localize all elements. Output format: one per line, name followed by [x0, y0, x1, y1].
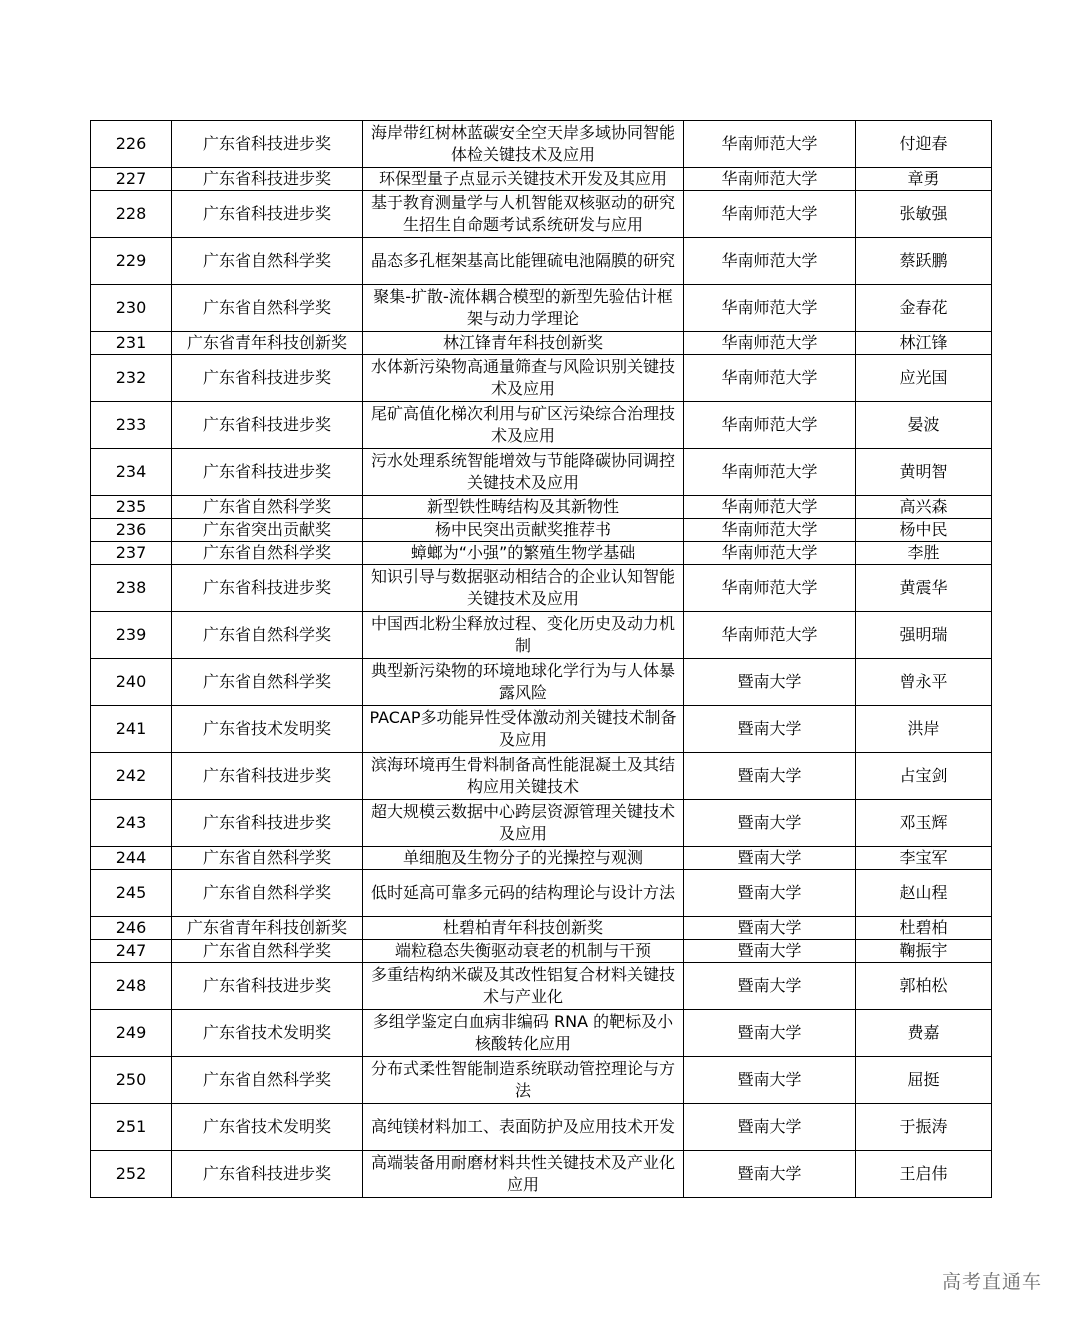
- project-name: 聚集-扩散-流体耦合模型的新型先验估计框架与动力学理论: [363, 285, 684, 332]
- award-type: 广东省突出贡献奖: [172, 519, 363, 542]
- unit-name: 暨南大学: [684, 753, 856, 800]
- row-number: 247: [91, 940, 172, 963]
- award-type: 广东省科技进步奖: [172, 355, 363, 402]
- project-name: 蟑螂为“小强”的繁殖生物学基础: [363, 542, 684, 565]
- row-number: 237: [91, 542, 172, 565]
- award-type: 广东省科技进步奖: [172, 402, 363, 449]
- table-row: [91, 1104, 992, 1151]
- project-name: 晶态多孔框架基高比能锂硫电池隔膜的研究: [363, 238, 684, 285]
- project-name: 水体新污染物高通量筛查与风险识别关键技术及应用: [363, 355, 684, 402]
- unit-name: 暨南大学: [684, 1057, 856, 1104]
- row-number: 238: [91, 565, 172, 612]
- project-name: 新型铁性畴结构及其新物性: [363, 496, 684, 519]
- table-row: [91, 332, 992, 355]
- table-row: [91, 355, 992, 402]
- row-number: 239: [91, 612, 172, 659]
- table-row: [91, 519, 992, 542]
- award-type: 广东省自然科学奖: [172, 847, 363, 870]
- person-name: 鞠振宇: [856, 940, 992, 963]
- row-number: 233: [91, 402, 172, 449]
- table-row: [91, 1151, 992, 1198]
- person-name: 李宝军: [856, 847, 992, 870]
- row-number: 226: [91, 121, 172, 168]
- project-name: 多重结构纳米碳及其改性铝复合材料关键技术与产业化: [363, 963, 684, 1010]
- watermark-text: 高考直通车: [942, 1271, 1043, 1293]
- table-row: [91, 1057, 992, 1104]
- project-name: 多组学鉴定白血病非编码 RNA 的靶标及小核酸转化应用: [363, 1010, 684, 1057]
- person-name: 金春花: [856, 285, 992, 332]
- person-name: 赵山程: [856, 870, 992, 917]
- project-name: 尾矿高值化梯次利用与矿区污染综合治理技术及应用: [363, 402, 684, 449]
- project-name: 典型新污染物的环境地球化学行为与人体暴露风险: [363, 659, 684, 706]
- unit-name: 华南师范大学: [684, 168, 856, 191]
- row-number: 249: [91, 1010, 172, 1057]
- project-name: 林江锋青年科技创新奖: [363, 332, 684, 355]
- row-number: 229: [91, 238, 172, 285]
- row-number: 230: [91, 285, 172, 332]
- person-name: 于振涛: [856, 1104, 992, 1151]
- project-name: 杨中民突出贡献奖推荐书: [363, 519, 684, 542]
- row-number: 236: [91, 519, 172, 542]
- award-type: 广东省科技进步奖: [172, 449, 363, 496]
- row-number: 231: [91, 332, 172, 355]
- unit-name: 暨南大学: [684, 963, 856, 1010]
- person-name: 黄震华: [856, 565, 992, 612]
- table-row: [91, 238, 992, 285]
- unit-name: 华南师范大学: [684, 238, 856, 285]
- table-row: [91, 847, 992, 870]
- row-number: 227: [91, 168, 172, 191]
- person-name: 李胜: [856, 542, 992, 565]
- award-type: 广东省青年科技创新奖: [172, 332, 363, 355]
- project-name: 海岸带红树林蓝碳安全空天岸多域协同智能体检关键技术及应用: [363, 121, 684, 168]
- award-type: 广东省科技进步奖: [172, 191, 363, 238]
- table-row: [91, 1010, 992, 1057]
- award-table: [90, 120, 992, 1198]
- project-name: 分布式柔性智能制造系统联动管控理论与方法: [363, 1057, 684, 1104]
- row-number: 240: [91, 659, 172, 706]
- table-row: [91, 870, 992, 917]
- row-number: 228: [91, 191, 172, 238]
- person-name: 邓玉辉: [856, 800, 992, 847]
- award-type: 广东省科技进步奖: [172, 565, 363, 612]
- project-name: 知识引导与数据驱动相结合的企业认知智能关键技术及应用: [363, 565, 684, 612]
- table-row: [91, 402, 992, 449]
- award-type: 广东省科技进步奖: [172, 121, 363, 168]
- row-number: 251: [91, 1104, 172, 1151]
- award-type: 广东省自然科学奖: [172, 612, 363, 659]
- table-row: [91, 121, 992, 168]
- table-row: [91, 168, 992, 191]
- unit-name: 暨南大学: [684, 1010, 856, 1057]
- award-type: 广东省自然科学奖: [172, 870, 363, 917]
- award-type: 广东省自然科学奖: [172, 659, 363, 706]
- row-number: 241: [91, 706, 172, 753]
- unit-name: 华南师范大学: [684, 449, 856, 496]
- person-name: 杨中民: [856, 519, 992, 542]
- table-row: [91, 285, 992, 332]
- project-name: 基于教育测量学与人机智能双核驱动的研究生招生自命题考试系统研发与应用: [363, 191, 684, 238]
- unit-name: 华南师范大学: [684, 402, 856, 449]
- project-name: 高纯镁材料加工、表面防护及应用技术开发: [363, 1104, 684, 1151]
- unit-name: 暨南大学: [684, 800, 856, 847]
- unit-name: 暨南大学: [684, 1151, 856, 1198]
- award-type: 广东省自然科学奖: [172, 238, 363, 285]
- person-name: 黄明智: [856, 449, 992, 496]
- unit-name: 华南师范大学: [684, 496, 856, 519]
- award-type: 广东省科技进步奖: [172, 800, 363, 847]
- person-name: 占宝剑: [856, 753, 992, 800]
- row-number: 232: [91, 355, 172, 402]
- table-row: [91, 963, 992, 1010]
- project-name: 中国西北粉尘释放过程、变化历史及动力机制: [363, 612, 684, 659]
- award-type: 广东省自然科学奖: [172, 285, 363, 332]
- person-name: 晏波: [856, 402, 992, 449]
- unit-name: 暨南大学: [684, 1104, 856, 1151]
- award-type: 广东省科技进步奖: [172, 168, 363, 191]
- project-name: 滨海环境再生骨料制备高性能混凝土及其结构应用关键技术: [363, 753, 684, 800]
- person-name: 洪岸: [856, 706, 992, 753]
- table-row: [91, 542, 992, 565]
- row-number: 248: [91, 963, 172, 1010]
- row-number: 245: [91, 870, 172, 917]
- unit-name: 华南师范大学: [684, 355, 856, 402]
- award-type: 广东省科技进步奖: [172, 753, 363, 800]
- table-row: [91, 191, 992, 238]
- row-number: 250: [91, 1057, 172, 1104]
- unit-name: 暨南大学: [684, 940, 856, 963]
- row-number: 244: [91, 847, 172, 870]
- unit-name: 华南师范大学: [684, 285, 856, 332]
- project-name: 超大规模云数据中心跨层资源管理关键技术及应用: [363, 800, 684, 847]
- unit-name: 暨南大学: [684, 847, 856, 870]
- award-type: 广东省技术发明奖: [172, 706, 363, 753]
- row-number: 235: [91, 496, 172, 519]
- project-name: PACAP多功能异性受体激动剂关键技术制备及应用: [363, 706, 684, 753]
- person-name: 蔡跃鹏: [856, 238, 992, 285]
- person-name: 郭柏松: [856, 963, 992, 1010]
- project-name: 低时延高可靠多元码的结构理论与设计方法: [363, 870, 684, 917]
- person-name: 章勇: [856, 168, 992, 191]
- award-type: 广东省科技进步奖: [172, 963, 363, 1010]
- table-row: [91, 940, 992, 963]
- project-name: 高端装备用耐磨材料共性关键技术及产业化应用: [363, 1151, 684, 1198]
- row-number: 246: [91, 917, 172, 940]
- person-name: 付迎春: [856, 121, 992, 168]
- person-name: 曾永平: [856, 659, 992, 706]
- unit-name: 暨南大学: [684, 917, 856, 940]
- row-number: 234: [91, 449, 172, 496]
- unit-name: 暨南大学: [684, 659, 856, 706]
- table-row: [91, 753, 992, 800]
- person-name: 应光国: [856, 355, 992, 402]
- unit-name: 华南师范大学: [684, 519, 856, 542]
- project-name: 污水处理系统智能增效与节能降碳协同调控关键技术及应用: [363, 449, 684, 496]
- project-name: 杜碧柏青年科技创新奖: [363, 917, 684, 940]
- unit-name: 华南师范大学: [684, 332, 856, 355]
- person-name: 费嘉: [856, 1010, 992, 1057]
- person-name: 王启伟: [856, 1151, 992, 1198]
- unit-name: 华南师范大学: [684, 121, 856, 168]
- table-row: [91, 612, 992, 659]
- unit-name: 华南师范大学: [684, 542, 856, 565]
- table-row: [91, 917, 992, 940]
- person-name: 张敏强: [856, 191, 992, 238]
- table-row: [91, 800, 992, 847]
- unit-name: 华南师范大学: [684, 191, 856, 238]
- row-number: 242: [91, 753, 172, 800]
- project-name: 端粒稳态失衡驱动衰老的机制与干预: [363, 940, 684, 963]
- award-type: 广东省青年科技创新奖: [172, 917, 363, 940]
- project-name: 单细胞及生物分子的光操控与观测: [363, 847, 684, 870]
- table-row: [91, 706, 992, 753]
- award-type: 广东省技术发明奖: [172, 1010, 363, 1057]
- table-row: [91, 565, 992, 612]
- row-number: 243: [91, 800, 172, 847]
- table-row: [91, 659, 992, 706]
- award-type: 广东省技术发明奖: [172, 1104, 363, 1151]
- person-name: 林江锋: [856, 332, 992, 355]
- award-type: 广东省自然科学奖: [172, 542, 363, 565]
- award-table-body: [91, 121, 992, 1198]
- unit-name: 暨南大学: [684, 870, 856, 917]
- award-type: 广东省自然科学奖: [172, 1057, 363, 1104]
- person-name: 高兴森: [856, 496, 992, 519]
- unit-name: 华南师范大学: [684, 612, 856, 659]
- unit-name: 暨南大学: [684, 706, 856, 753]
- row-number: 252: [91, 1151, 172, 1198]
- person-name: 屈挺: [856, 1057, 992, 1104]
- award-type: 广东省科技进步奖: [172, 1151, 363, 1198]
- table-row: [91, 449, 992, 496]
- unit-name: 华南师范大学: [684, 565, 856, 612]
- award-type: 广东省自然科学奖: [172, 496, 363, 519]
- award-type: 广东省自然科学奖: [172, 940, 363, 963]
- table-row: [91, 496, 992, 519]
- person-name: 杜碧柏: [856, 917, 992, 940]
- project-name: 环保型量子点显示关键技术开发及其应用: [363, 168, 684, 191]
- person-name: 强明瑞: [856, 612, 992, 659]
